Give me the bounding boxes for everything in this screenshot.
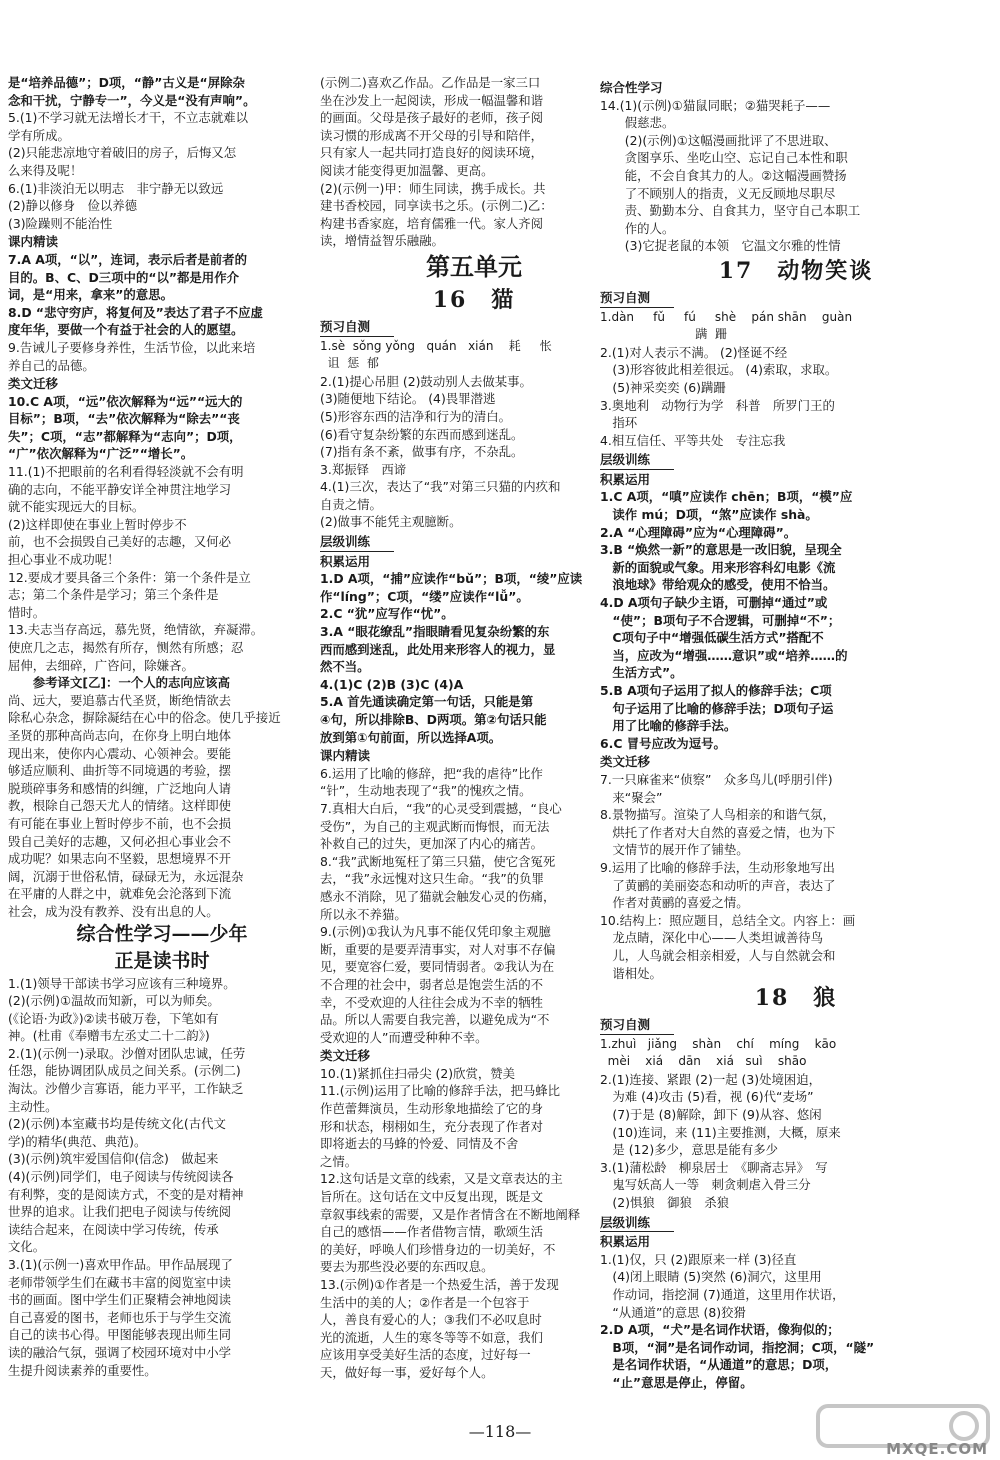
text-line: 5.B A项句子运用了拟人的修辞手法；C项	[600, 683, 832, 698]
text-line: 受伤”，为自己的主观武断而悔恨，而无法	[320, 818, 550, 834]
text-line: 自责之情。	[320, 496, 382, 512]
text-line: 生提升阅读素养的重要性。	[8, 1362, 157, 1378]
text-line: 文化。	[8, 1239, 46, 1255]
text-line: 任怨，能协调团队成员之间关系。(示例二)	[8, 1063, 241, 1079]
text-line: 除私心杂念，摒除凝结在心中的俗念。使几乎接近	[8, 710, 281, 726]
text-line: 阅读才能变得更加温馨、更高。	[320, 162, 494, 178]
text-line: 烘托了作者对大自然的喜爱之情，也为下	[600, 824, 836, 840]
text-line: 人，善良有爱心的人；③我们不必叹息时	[320, 1312, 542, 1328]
text-line: 自己的读书心得。甲图能够表现出师生同	[8, 1327, 232, 1343]
text-line: 淘汰。沙僧少言寡语，能力平平，工作缺乏	[8, 1081, 244, 1097]
text-line: 7.真相大白后，“我”的心灵受到震撼，“良心	[320, 800, 562, 816]
text-line: 是“培养品德”；D项，“静”古义是“屏除杂	[8, 75, 245, 90]
preview-label-18: 预习自测	[600, 1016, 674, 1035]
text-line: (7)于是 (8)解除，卸下 (9)从容、悠闲	[600, 1107, 822, 1123]
text-line: 生活中的美的人；②作者是一个包容于	[320, 1294, 530, 1310]
text-line: 有利弊，变的是阅读方式，不变的是对精神	[8, 1186, 244, 1202]
text-line: 补救自己的过失，更加深了内心的痛苦。	[320, 836, 544, 852]
text-line: 学)的精华(典范、典范)。	[8, 1133, 147, 1149]
text-line: (5)形容东西的洁净和行为的清白。	[320, 408, 512, 424]
text-line: 作“líng”；C项，“缕”应读作“lǚ”。	[320, 588, 529, 604]
text-line: (3)(示例)筑牢爱国信仰(信念) 做起来	[8, 1151, 219, 1167]
text-line: (3)形容彼此相差很远。 (4)索取，求取。	[600, 362, 838, 378]
text-line: 书的画面。图中学生们正聚精会神地阅读	[8, 1292, 232, 1308]
text-line: 的画面。父母是孩子最好的老师，孩子阅	[320, 110, 544, 126]
text-line: 11.(1)不把眼前的名利看得轻淡就不会有明	[8, 464, 244, 480]
lesson-title-17: 17 动物笑谈	[718, 257, 874, 284]
text-line: 2.(1)(示例一)录取。沙僧对团队忠诚，任劳	[8, 1045, 246, 1061]
text-line: 5.(1)不学习就无法增长才干，不立志就难以	[8, 110, 249, 126]
tier-label-17: 层级训练	[600, 451, 674, 470]
text-line: 2.(1)连接、紧跟 (2)一起 (3)处境困迫，	[600, 1071, 822, 1087]
text-line: 应该用享受美好生活的态度，过好每一	[320, 1347, 531, 1363]
tier-label: 层级训练	[320, 533, 394, 552]
pinyin-line: 1.sè sǒng yǒng quán xián 耗 怅	[320, 338, 552, 353]
answers-block-2	[8, 975, 316, 1380]
text-line: 教，根除自己怨天尤人的情绪。这样即使	[8, 798, 232, 814]
text-line: 建书香校园，同享读书之乐。(示例二)乙：	[320, 198, 553, 214]
text-line: 12.要成才要具备三个条件：第一个条件是立	[8, 569, 251, 585]
text-line: 6.运用了比喻的修辞，把“我的虐待”比作	[320, 765, 543, 781]
answers-block-11	[600, 771, 992, 982]
text-line: 1.C A项，“嗔”应读作 chēn；B项，“模”应	[600, 489, 853, 505]
unit-title: 第五单元	[426, 251, 522, 281]
text-line: 现出来，使你内心震动、心领神会。要能	[8, 745, 232, 761]
text-line: 主动性。	[8, 1098, 58, 1114]
text-line: 成功呢？如果志向不坚毅，思想境界不开	[8, 851, 232, 867]
text-line: 脱琐碎事务和感情的纠缠，广泛地向人请	[8, 780, 232, 796]
text-line: (《论语·为政》)②读书破万卷，下笔如有	[8, 1010, 219, 1026]
section-label-7: 积累运用	[600, 1234, 651, 1250]
section-label: 课内精读	[8, 234, 59, 250]
pinyin-line-17b: 蹒 跚	[600, 327, 727, 342]
text-line: 去，“我”永远愧对这只生命。“我”的负罪	[320, 871, 544, 887]
text-line: 3.B “焕然一新”的意思是一改旧貌，呈现全	[600, 542, 842, 558]
text-line: 3.(1)(示例一)喜欢甲作品。甲作品展现了	[8, 1257, 233, 1272]
section-label-5: 积累运用	[600, 471, 651, 487]
text-line: 来“聚会”	[600, 789, 663, 805]
text-line: 6.(1)非淡泊无以明志 非宁静无以致远	[8, 180, 224, 196]
text-line: 章叙事线索的需要，又是作者情含在不断地阐释	[320, 1206, 581, 1222]
answers-block-1	[8, 74, 316, 921]
text-line: 12.这句话是文章的线索，又是文章表达的主	[320, 1171, 563, 1187]
section-heading-2: 正是读书时	[114, 949, 210, 972]
text-line: 11.(示例)运用了比喻的修辞手法，把马蜂比	[320, 1083, 561, 1099]
text-line: 新的面貌或气象。用来形容科幻电影《流	[600, 559, 836, 575]
text-line: 4.D A项句子缺少主语，可删掉“通过”或	[600, 595, 828, 611]
text-line: 2.A “心理障碍”应为“心理障碍”。	[600, 524, 797, 540]
answers-block-10	[600, 488, 992, 752]
text-line: 10.结构上：照应题目，总结全文。内容上：画	[600, 912, 856, 928]
pinyin-line-17a: 1.dàn fǔ fú shè pán shān guàn	[600, 309, 853, 324]
text-line: 当，应改为“增强……意识”或“培养……的	[600, 647, 848, 663]
text-line: 是 (12)多少，意思是能有多少	[600, 1142, 779, 1158]
section-label: 积累运用	[320, 553, 371, 569]
text-line: 浪地球》带给观众的感受，使用不恰当。	[600, 577, 836, 593]
text-line: 有可能在事业上暂时停步不前，也不会损	[8, 815, 232, 831]
text-line: 尚、远大，要追慕古代圣贤，断绝情欲去	[8, 692, 232, 708]
text-line: (3)它捉老鼠的本领 它温文尔雅的性情	[600, 238, 841, 254]
text-line: 之情。	[320, 1153, 358, 1169]
text-line: 9.(示例)①我认为凡事不能仅凭印象主观臆	[320, 924, 551, 940]
text-line: 鬼写妖高人一等 刺贪刺虐入骨三分	[600, 1177, 811, 1193]
text-line: 词，是“用来，拿来”的意思。	[8, 287, 173, 303]
text-line: ④句，所以排除B、D两项。第②句话只能	[320, 712, 547, 727]
text-line: 不合理的社会中，弱者总是饱尝生活的不	[320, 976, 544, 992]
text-line: 文情节的展开作了铺垫。	[600, 842, 749, 858]
text-line: 西而感到迷乱，此处用来形容人的视力，显	[320, 641, 556, 657]
text-line: 担心事业不成功呢！	[8, 552, 120, 568]
text-line: 见，要宽容仁爱，要同情弱者。②我认为在	[320, 959, 555, 975]
text-line: 神。(杜甫《奉赠韦左丞丈二十二韵》)	[8, 1028, 210, 1044]
text-line: 要去为那些没必要的东西叹息。	[320, 1259, 494, 1275]
text-line: 坐在沙发上一起阅读，形成一幅温馨和谐	[320, 92, 544, 108]
answers-block-8	[600, 97, 992, 255]
text-line: (2)这样即使在事业上暂时停步不	[8, 516, 187, 532]
answers-block-7	[320, 1065, 628, 1382]
text-line: “从通道”的意思 (8)狡猾	[600, 1304, 746, 1320]
text-line: 10.C A项，“远”依次解释为“远”“远大的	[8, 393, 243, 409]
text-line: 生活方式”。	[600, 665, 683, 681]
text-line: 志；第二个条件是学习；第三个条件是	[8, 587, 219, 603]
text-line: 屈伸，去细碎，广咨问，除嫌吝。	[8, 657, 194, 673]
text-line: (2)(示例)①这幅漫画批评了不思进取、	[600, 132, 837, 148]
text-line: 5.A 首先通读确定第一句话，只能是第	[320, 694, 534, 710]
text-line: 假慈悲。	[600, 115, 675, 131]
text-line: 1.D A项，“捕”应读作“bǔ”；B项，“绫”应读	[320, 571, 583, 587]
text-line: 阔，沉溺于世俗私情，碌碌无为，永远混杂	[8, 868, 244, 884]
text-line: 14.(1)(示例)①猫鼠同眠；②猫哭耗子——	[600, 97, 831, 113]
text-line: 圣贤的那种高尚志向，在你身上明白地体	[8, 727, 232, 743]
text-line: (10)连词，来 (11)主要推测，大概，原来	[600, 1124, 841, 1140]
text-line: C项句子中“增强低碳生活方式”搭配不	[600, 630, 824, 646]
text-line: 品。所以人需要自我完善，以避免成为“不	[320, 1012, 550, 1028]
text-line: 构建书香家庭，培育儒雅一代。家人齐阅	[320, 215, 544, 231]
text-line: 光的流逝，人生的寒冬等等不如意，我们	[320, 1329, 544, 1345]
text-line: 作动词，指挖洞 (7)通道，这里用作状语，	[600, 1287, 845, 1302]
text-line: 用了比喻的修辞手法。	[600, 718, 737, 734]
text-line: 社会，成为没有教养、没有出息的人。	[8, 903, 219, 919]
text-line: 惜时。	[8, 604, 46, 620]
section-label-6: 类文迁移	[600, 754, 651, 770]
text-line: (2)做事不能凭主观臆断。	[320, 514, 462, 530]
lesson-title-18: 18 狼	[754, 985, 838, 1012]
text-line: 目标”；B项，“去”依次解释为“除去”“丧	[8, 411, 240, 427]
text-line: 龙点睛，深化中心——人类坦诚善待鸟	[600, 930, 824, 946]
text-line: 是名词作状语，“从通道”的意思；D项，	[600, 1357, 838, 1373]
text-line: 句子运用了比喻的修辞手法；D项句子运	[600, 700, 834, 716]
preview-label: 预习自测	[320, 318, 394, 337]
preview-label-17: 预习自测	[600, 289, 674, 308]
text-line: “广”依次解释为“广泛”“增长”。	[8, 446, 194, 462]
text-line: 谐相处。	[600, 965, 662, 981]
text-line: 4.(1)C (2)B (3)C (4)A	[320, 676, 464, 692]
text-line: (2)(示例一)甲：师生同读，携手成长。共	[320, 180, 546, 196]
text-line: 指环	[600, 415, 638, 431]
text-line: 放到第①句前面，所以选择A项。	[320, 729, 502, 745]
text-line: 13.夫志当存高远，慕先贤，绝情欲，弃凝滞。	[8, 622, 264, 638]
text-line: 8.景物描写。渲染了人鸟相亲的和谐气氛，	[600, 807, 835, 823]
text-line: (2)(示例)①温故而知新，可以为师矣。	[8, 993, 220, 1009]
text-line: 7.A A项，“以”，连词，表示后者是前者的	[8, 251, 247, 267]
text-line: (3)险躁则不能治性	[8, 215, 113, 231]
section-label-3: 类文迁移	[320, 1048, 371, 1064]
answers-block-3	[320, 74, 628, 250]
text-line: 责、勤勤本分、自食其力，坚守自己本职工	[600, 203, 861, 219]
text-line: 断，重要的是要弄清事实，对人对事不存偏	[320, 941, 556, 957]
text-line: 所以永不养猫。	[320, 906, 407, 922]
answers-block-6	[320, 765, 628, 1047]
text-line: 么来得及呢！	[8, 162, 83, 178]
watermark-text: MXQE.COM	[886, 1440, 988, 1458]
text-line: 参考译文[乙]：一个人的志向应该高	[8, 675, 230, 691]
text-line: 9.运用了比喻的修辞手法，生动形象地写出	[600, 859, 835, 875]
answers-block-9	[600, 344, 992, 450]
text-line: 7.一只麻雀来“侦察” 众多鸟儿(呼朋引伴)	[600, 771, 833, 787]
text-line: 能，不会自食其力的人。②这幅漫画赞扬	[600, 167, 847, 183]
lesson-title: 16 猫	[432, 286, 516, 313]
text-line: (示例二)喜欢乙作品。乙作品是一家三口	[320, 75, 541, 90]
text-line: 9.告诫儿子要修身养性，生活节俭，以此来培	[8, 339, 256, 355]
text-line: 老师带领学生们在藏书丰富的阅览室中读	[8, 1274, 232, 1290]
text-line: 在平庸的人群之中，就难免会沦落到下流	[8, 886, 232, 902]
column-left	[8, 74, 316, 1379]
text-line: 1.(1)仅，只 (2)跟原来一样 (3)径直	[600, 1251, 797, 1267]
text-line: 读习惯的形成离不开父母的引导和陪伴，	[320, 127, 544, 143]
text-line: 自己的感悟——作者借物言情，歌颂生活	[320, 1224, 544, 1240]
text-line: 1.(1)领导干部读书学习应该有三种境界。	[8, 975, 236, 991]
text-line: 读，增情益智乐融融。	[320, 233, 444, 249]
text-line: 贪图享乐、坐吃山空、忘记自己本性和职	[600, 150, 848, 166]
text-line: (2)(示例)本室藏书均是传统文化(古代文	[8, 1116, 226, 1132]
section-label-4: 综合性学习	[600, 80, 663, 95]
text-line: 4.(1)三次，表达了“我”对第三只猫的内疚和	[320, 479, 561, 495]
text-line: 3.A “眼花缭乱”指眼睛看见复杂纷繁的东	[320, 624, 550, 640]
text-line: (5)神采奕奕 (6)蹒跚	[600, 379, 726, 395]
text-line: 然不当。	[320, 659, 370, 675]
text-line: “针”，生动地表现了“我”的愧疚之情。	[320, 783, 532, 799]
text-line: 2.(1)对人表示不满。 (2)怪诞不经	[600, 344, 788, 360]
text-line: 目的。B、C、D三项中的“以”都是用作介	[8, 269, 239, 285]
text-line: 失”；C项，“志”都解释为“志向”；D项，	[8, 428, 242, 444]
text-line: 2.C “犹”应写作“忧”。	[320, 606, 454, 622]
page-number: —118—	[468, 1422, 532, 1441]
text-line: 读结合起来，在阅读中学习传统，传承	[8, 1221, 219, 1237]
text-line: (4)闭上眼睛 (5)突然 (6)洞穴，这里用	[600, 1269, 822, 1285]
text-line: “使”；B项句子不合逻辑，可删掉“不”；	[600, 612, 841, 628]
text-line: 度年华，要做一个有益于社会的人的愿望。	[8, 322, 244, 338]
column-right	[600, 78, 992, 1392]
text-line: (4)(示例)同学们，电子阅读与传统阅读各	[8, 1169, 234, 1185]
pinyin-line-18a: 1.zhuì jiǎng shàn chí míng kāo	[600, 1036, 837, 1051]
section-label-2: 课内精读	[320, 748, 371, 764]
text-line: 只有家人一起共同打造良好的阅读环境，	[320, 145, 544, 161]
text-line: 8.D “悲守穷庐，将复何及”表达了君子不应虚	[8, 304, 263, 320]
text-line: 了黄鹂的美丽姿态和动听的声音，表达了	[600, 877, 836, 893]
text-line: 作者对黄鹂的喜爱之情。	[600, 895, 749, 911]
text-line: 天，做好每一事，爱好每个人。	[320, 1364, 494, 1380]
text-line: 10.(1)紧抓住扫帚尖 (2)欣赏，赞美	[320, 1065, 516, 1081]
text-line: 作的人。	[600, 220, 675, 236]
text-line: (2)静以修身 俭以养德	[8, 198, 138, 214]
pinyin-line-2: 诅 惩 郁	[320, 356, 379, 371]
text-line: 2.D A项，“犬”是名词作状语，像狗似的；	[600, 1322, 840, 1338]
text-line: 前，也不会损毁自己美好的志趣，又何必	[8, 534, 232, 550]
text-line: 作芭蕾舞演员，生动形象地描绘了它的身	[320, 1101, 544, 1117]
text-line: 受欢迎的人”而遭受种种不幸。	[320, 1029, 488, 1045]
text-line: 幸，不受欢迎的人往往会成为不幸的牺牲	[320, 994, 544, 1010]
text-line: 世界的追求。让我们把电子阅读与传统阅	[8, 1204, 232, 1220]
text-line: 3.奥地利 动物行为学 科普 所罗门王的	[600, 397, 835, 413]
text-line: 3.郑振铎 西谛	[320, 461, 407, 477]
text-line: 形和状态，栩栩如生，充分表现了作者对	[320, 1118, 544, 1134]
text-line: B项，“洞”是名词作动词，指挖洞；C项，“隧”	[600, 1339, 875, 1355]
answers-block-13	[600, 1251, 992, 1392]
text-line: 养自己的品德。	[8, 357, 95, 373]
section-heading: 综合性学习——少年	[76, 922, 248, 945]
text-line: 即将逝去的马蜂的怜爱、同情及不舍	[320, 1136, 519, 1152]
answers-block-4	[320, 373, 628, 531]
answers-block-12	[600, 1071, 992, 1212]
text-line: 就不能实现远大的目标。	[8, 499, 145, 515]
text-line: 使庶几之志，揭然有所存，恻然有所感；忍	[8, 640, 244, 655]
text-line: 的美好，呼唤人们珍惜身边的一切美好，不	[320, 1241, 556, 1257]
text-line: 为难 (4)攻击 (5)看，视 (6)代“麦场”	[600, 1089, 814, 1105]
text-line: 读作 mú；D项，“煞”应读作 shà。	[600, 507, 818, 523]
text-line: 了不顾别人的指责，义无反顾地尽职尽	[600, 185, 836, 201]
text-line: 确的志向，不能平静安详全神贯注地学习	[8, 481, 232, 497]
text-line: 4.相互信任、平等共处 专注忘我	[600, 432, 786, 448]
tier-label-18: 层级训练	[600, 1214, 674, 1233]
answers-block-5	[320, 570, 628, 746]
text-line: 念和干扰，宁静专一”，今义是“没有声响”。	[8, 92, 256, 108]
text-line: 13.(示例)①作者是一个热爱生活，善于发现	[320, 1277, 559, 1292]
text-line: “止”意思是停止，停留。	[600, 1374, 753, 1390]
section-label: 类文迁移	[8, 376, 59, 392]
text-line: (7)指有条不紊，做事有序，不杂乱。	[320, 444, 524, 460]
text-line: (6)看守复杂纷繁的东西而感到迷乱。	[320, 426, 524, 442]
text-line: 6.C 冒号应改为逗号。	[600, 735, 726, 751]
text-line: (2)只能悲凉地守着破旧的房子，后悔又怎	[8, 145, 237, 161]
text-line: 毁自己美好的志趣，又何必担心事业会不	[8, 833, 232, 849]
pinyin-line-18b: mèi xiá dān xiá suì shāo	[600, 1054, 807, 1069]
text-line: 自己喜爱的图书，老师也乐于与学生交流	[8, 1309, 232, 1325]
text-line: 读的融洽气氛，强调了校园环境对中小学	[8, 1344, 232, 1360]
text-line: 3.(1)蒲松龄 柳泉居士 《聊斋志异》 写	[600, 1159, 828, 1175]
text-line: 旨所在。这句话在文中反复出现，既是文	[320, 1189, 544, 1205]
text-line: (3)随便地下结论。 (4)畏罪潜逃	[320, 391, 496, 407]
text-line: 2.(1)提心吊胆 (2)鼓动别人去做某事。	[320, 373, 532, 389]
text-line: 够适应顺利、曲折等不同境遇的考验，摆	[8, 763, 232, 779]
text-line: 儿，人鸟就会相亲相爱，人与自然就会和	[600, 947, 836, 963]
column-middle	[320, 74, 628, 1382]
text-line: (2)惧狼 御狼 杀狼	[600, 1195, 730, 1211]
text-line: 学有所成。	[8, 127, 70, 143]
text-line: 8.“我”武断地冤枉了第三只猫，使它含冤死	[320, 853, 556, 869]
text-line: 感永不消除，见了猫就会触发心灵的伤痛，	[320, 888, 556, 904]
